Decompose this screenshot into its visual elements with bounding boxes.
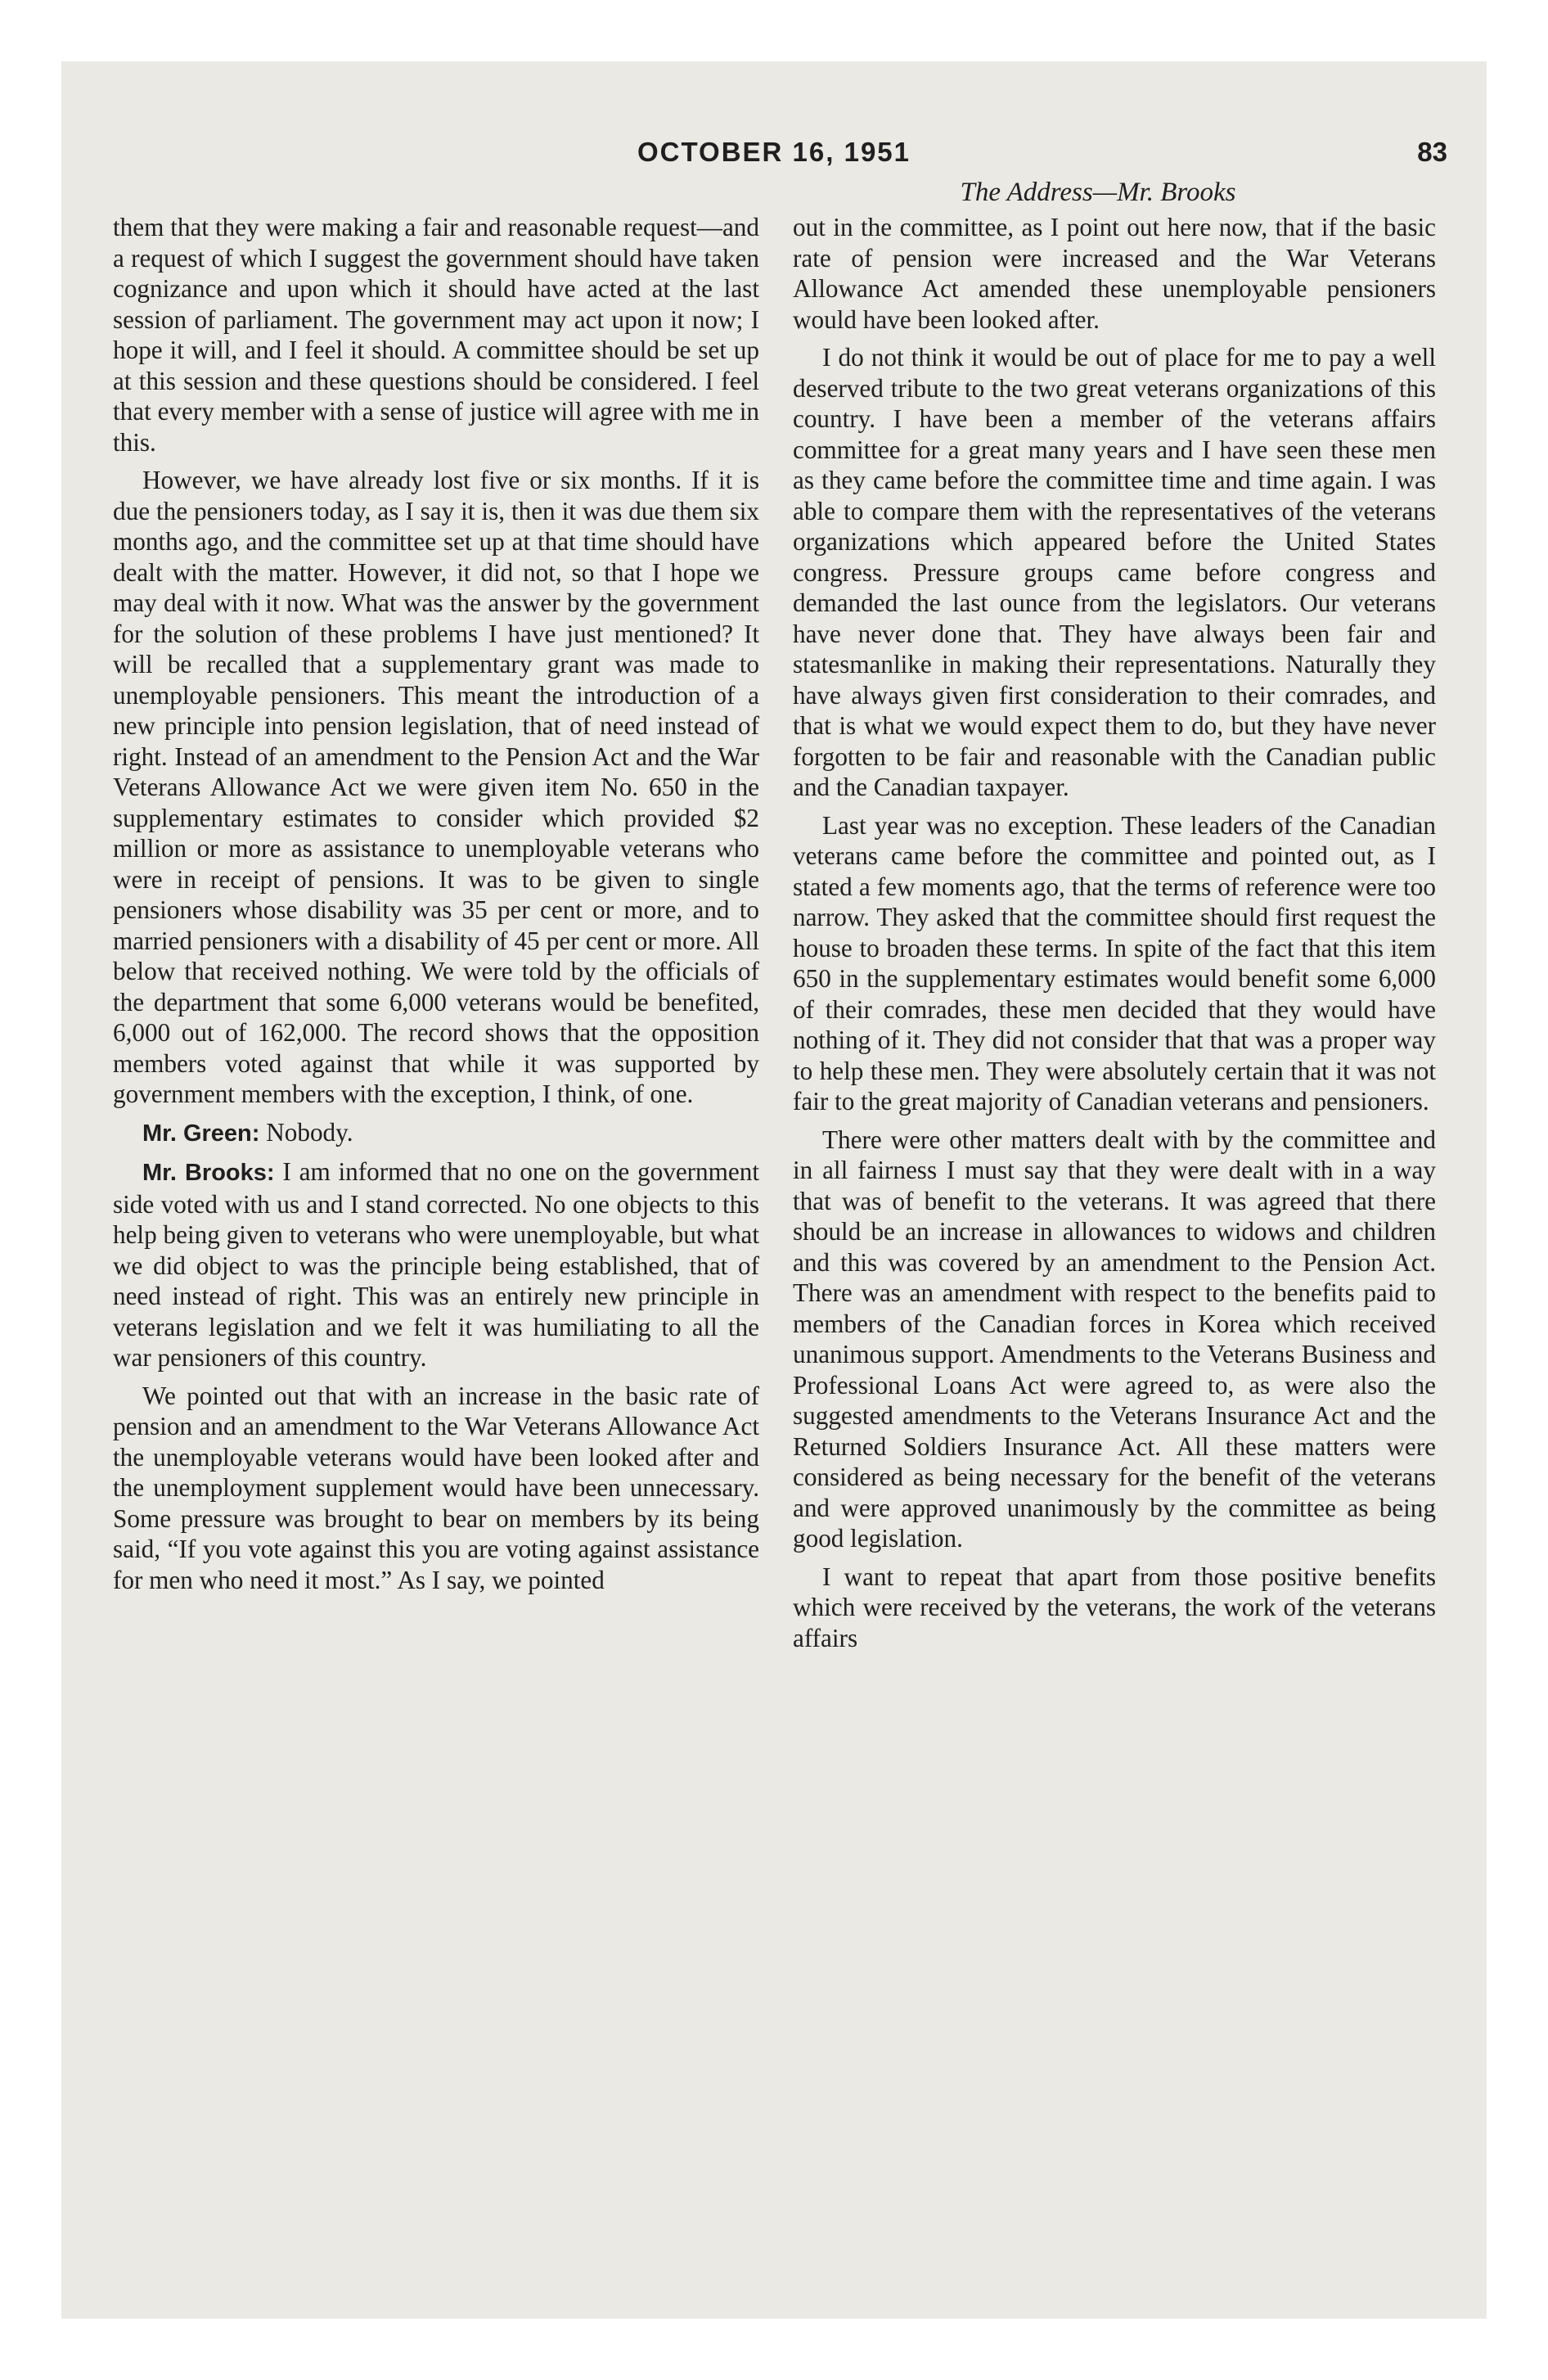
- paragraph: I want to repeat that apart from those positive benefits which were received by the veterans, the work of the veterans affairs: [793, 1562, 1436, 1652]
- paragraph: them that they were making a fair and reasonable request—and a request of which I suggest the government should have taken cognizance and upon which it should have acted at the last session of parliament. The government may act upon it now; I hope it will, and I feel it should. A committee should be set up at this session and these questions should be considered. I feel that every member with a sense of justice will agree with me in this.: [113, 213, 759, 457]
- paragraph: There were other matters dealt with by the committee and in all fairness I must say that they were dealt with in a way that was of benefit to the veterans. It was agreed that there should be an increase in allowances to widows and children and this was covered by an amendment to the Pension Act. There was an amendment with respect to the benefits paid to members of the Canadian forces in Korea which received unanimous support. Amendments to the Veterans Business and Professional Loans Act were agreed to, as were also the suggested amendments to the Veterans Insurance Act and the Returned Soldiers Insurance Act. All these matters were considered as being necessary for the benefit of the veterans and were approved unanimously by the committee as being good legislation.: [793, 1125, 1436, 1553]
- page-number: 83: [1417, 137, 1447, 167]
- header-date: OCTOBER 16, 1951: [637, 137, 911, 167]
- paragraph: I do not think it would be out of place for me to pay a well deserved tribute to the two great veterans organizations of this country. I have been a member of the veterans affairs committee for a great many years and I have seen these men as they came before the committee time and time again. I was able to compare them with the representatives of the veterans organizations which appeared before the United States congress. Pressure groups came before congress and demanded the last ounce from the legislators. Our veterans have never done that. They have always been fair and statesmanlike in making their representations. Naturally they have always given first consideration to their comrades, and that is what we would expect them to do, but they have never forgotten to be fair and reasonable with the Canadian public and the Canadian taxpayer.: [793, 343, 1436, 801]
- paragraph: However, we have already lost five or six months. If it is due the pensioners today, as I say it is, then it was due them six months ago, and the committee set up at that time should have dealt with the matter. However, it did not, so that I hope we may deal with it now. What was the answer by the government for the solution of these problems I have just mentioned? It will be recalled that a supplementary grant was made to unemployable pensioners. This meant the introduction of a new principle into pension legislation, that of need instead of right. Instead of an amendment to the Pension Act and the War Veterans Allowance Act we were given item No. 650 in the supplementary estimates to consider which provided $2 million or more as assistance to unemployable veterans who were in receipt of pensions. It was to be given to single pensioners whose disability was 35 per cent or more, and to married pensioners with a disability of 45 per cent or more. All below that received nothing. We were told by the officials of the department that some 6,000 veterans would be benefited, 6,000 out of 162,000. The record shows that the opposition members voted against that while it was supported by government members with the exception, I think, of one.: [113, 466, 759, 1108]
- speech-mr-green: [113, 1117, 759, 1150]
- left-column: [113, 212, 759, 1602]
- scanned-page: [61, 61, 1487, 2319]
- paragraph: Last year was no exception. These leaders of the Canadian veterans came before the committee and pointed out, as I stated a few moments ago, that the terms of reference were too narrow. They asked that the committee should first request the house to broaden these terms. In spite of the fact that this item 650 in the supplementary estimates would benefit some 6,000 of their comrades, these men decided that they would have nothing of it. They did not consider that that was a proper way to help these men. They were absolutely certain that it was not fair to the great majority of Canadian veterans and pensioners.: [793, 810, 1436, 1116]
- running-head: The Address—Mr. Brooks: [960, 178, 1236, 207]
- paragraph: out in the committee, as I point out here now, that if the basic rate of pension were increased and the War Veterans Allowance Act amended these unemployable pensioners would have been looked after.: [793, 213, 1436, 334]
- speaker-name: Mr. Brooks:: [142, 1160, 275, 1186]
- speech-text: I am informed that no one on the government side voted with us and I stand corrected. No one objects to this help being given to veterans who were unemployable, but what we did object to was the principle being established, that of need instead of right. This was an entirely new principle in veterans legislation and we felt it was humiliating to all the war pensioners of this country.: [113, 1157, 760, 1372]
- speech-text: Nobody.: [266, 1117, 353, 1147]
- speaker-name: Mr. Green:: [142, 1120, 260, 1147]
- speech-mr-brooks: [113, 1156, 759, 1373]
- right-column: [793, 212, 1436, 1661]
- paragraph: We pointed out that with an increase in the basic rate of pension and an amendment to the War Veterans Allowance Act the unemployable veterans would have been looked after and the unemployment supplement would have been unnecessary. Some pressure was brought to bear on members by its being said, “If you vote against this you are voting against assistance for men who need it most.” As I say, we pointed: [113, 1381, 759, 1594]
